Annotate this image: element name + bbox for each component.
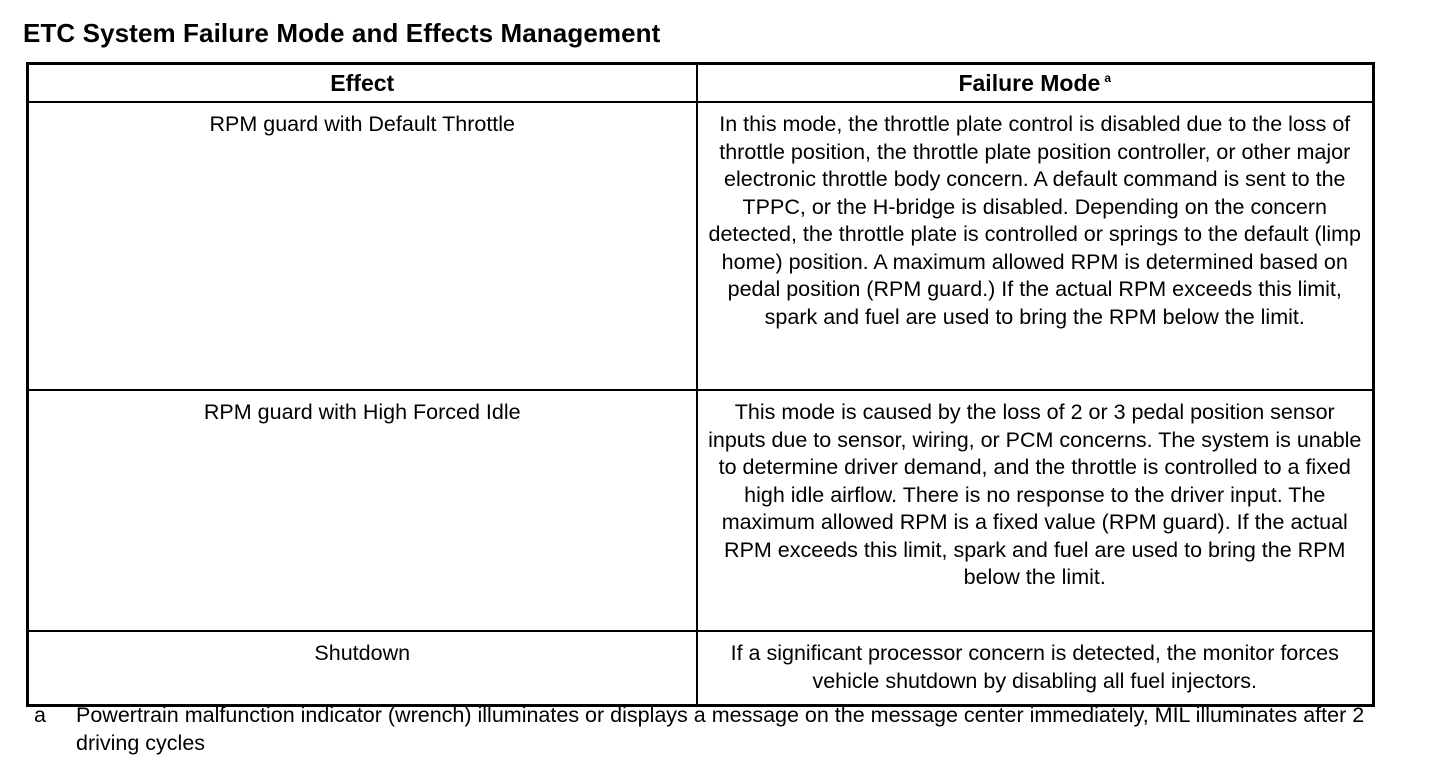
footnote-letter: a (34, 703, 46, 727)
table-row (28, 390, 1374, 631)
table-row (28, 102, 1374, 390)
effect-cell: Shutdown (28, 631, 697, 706)
effect-cell: RPM guard with Default Throttle (28, 102, 697, 390)
fmea-table (26, 62, 1375, 707)
failure-mode-cell: If a significant processor concern is detected, the monitor forces vehicle shutdown by disabling all fuel injectors. (697, 631, 1374, 706)
failure-mode-cell: This mode is caused by the loss of 2 or 3 pedal position sensor inputs due to sensor, wiring, or PCM concerns. The system is unable to determine driver demand, and the throttle is controlled to a fixed high idle airflow. There is no response to the driver input. The maximum allowed RPM is a fixed value (RPM guard). If the actual RPM exceeds this limit, spark and fuel are used to bring the RPM below the limit. (697, 390, 1374, 631)
effect-cell: RPM guard with High Forced Idle (28, 390, 697, 631)
column-header-failure-mode-label: Failure Mode (958, 70, 1101, 96)
table-header-row (28, 64, 1374, 103)
footnote-marker: a (1104, 71, 1112, 86)
page-title: ETC System Failure Mode and Effects Management (23, 18, 661, 48)
failure-mode-cell: In this mode, the throttle plate control is disabled due to the loss of throttle position, the throttle plate position controller, or other major electronic throttle body concern. A default command is sent to the TPPC, or the H-bridge is disabled. Depending on the concern detected, the throttle plate is controlled or springs to the default (limp home) position. A maximum allowed RPM is determined based on pedal position (RPM guard.) If the actual RPM exceeds this limit, spark and fuel are used to bring the RPM below the limit. (697, 102, 1374, 390)
footnote-text: Powertrain malfunction indicator (wrench) illuminates or displays a message on the message center immediately, MIL illuminates after 2 driving cycles (76, 703, 1365, 755)
table-row (28, 631, 1374, 706)
column-header-effect: Effect (28, 64, 697, 103)
column-header-failure-mode (697, 64, 1374, 103)
